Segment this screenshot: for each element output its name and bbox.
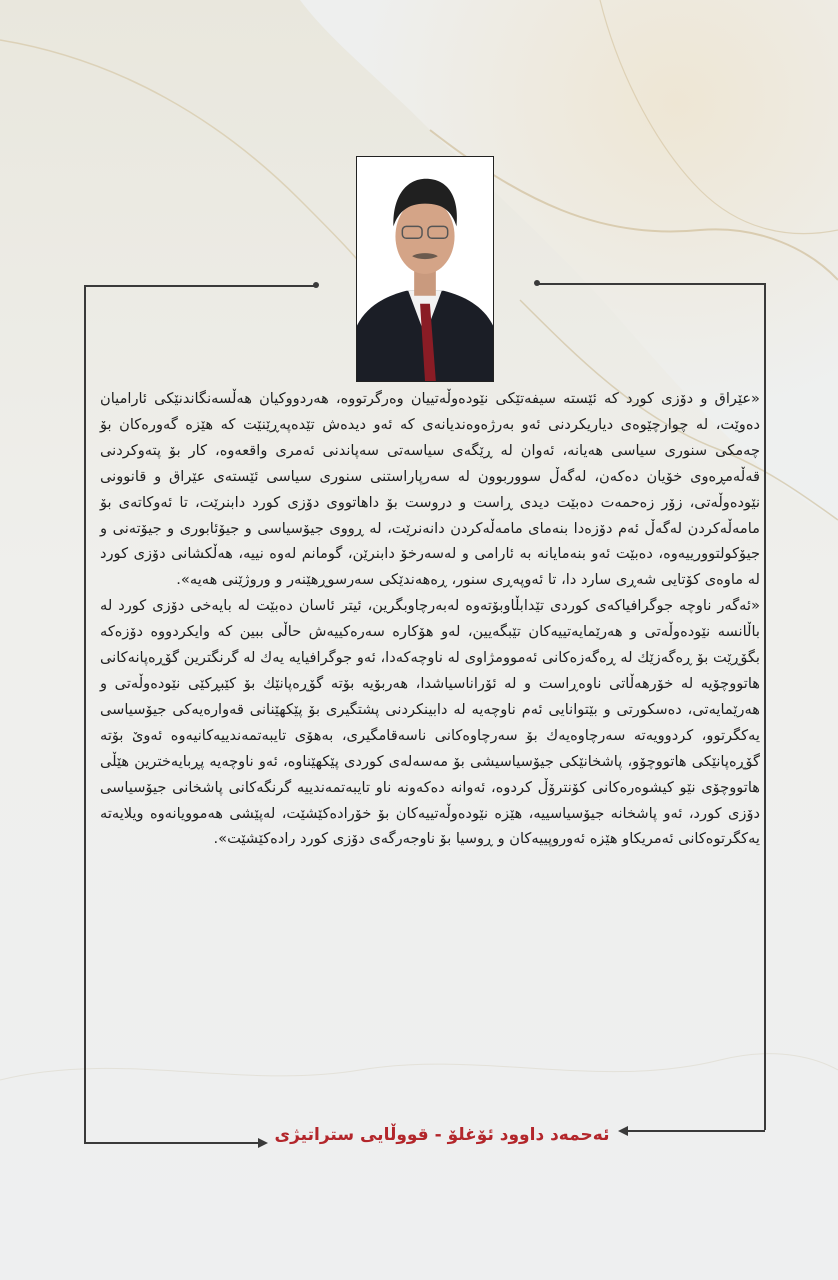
frame-left xyxy=(84,285,86,1143)
frame-right xyxy=(764,283,766,1130)
quote-text xyxy=(100,386,760,852)
frame-top-right xyxy=(537,283,765,285)
frame-dot-left xyxy=(313,282,319,288)
frame-top-left xyxy=(84,285,316,287)
frame-dot-right xyxy=(534,280,540,286)
quote-paragraph-2: «ئەگەر ناوچە جوگرافیاکەی کوردی تێدابڵاوبۆتەوە لەبەرچاوبگرین، ئیتر ئاسان دەبێت لە بایەخی دۆزی کورد لە باڵانسە نێودەوڵەتی و هەرێمایەتییەکان تێبگەیین، لەو هۆکارە سەرەکییەش حاڵی ببین کە وایکردووە دۆزەکە بگۆڕێت بۆ ڕەگەزێك لە ڕەگەزەکانی ئەموومژاوی لە ناوچەکەدا، ئەو جوگرافیایە یەك لە گرنگترین گۆڕەپانەکانی هاتووچۆیە لە خۆرهەڵاتی ناوەڕاست و لە ئۆراناسیاشدا، هەربۆیە بۆتە گۆڕەپانێك بۆ کێبڕکێی نێودەوڵەتی و هەرێمایەتی، دەسکورتی و بێتوانایی ئەم ناوچەیە لە دابینکردنی پشتگیری بۆ پێکهێنانی قەوارەیەکی جیۆسیاسی یەکگرتوو، کردوویەتە سەرچاوەیەك بۆ سەرچاوەکانی ناسەقامگیری، بەهۆی تایبەتمەندییەکانیەوە ئەوێ بۆتە گۆڕەپانێکی هاتووچۆو، پاشخانێکی جیۆسیاسیشی بۆ مەسەلەی کوردی پێکهێناوە، ئەو ناوچەیە پڕبایەخترین هێڵی هاتووچۆی نێو کیشوەرەکانی کۆنترۆڵ کردوە، ئەوانە دەکەونە ناو تایبەتمەندییە گرنگەکانی پاشخانی جیۆسیاسی دۆزی کورد، ئەو پاشخانە جیۆسیاسییە، هێزە نێودەوڵەتییەکان بۆ خۆرادەکێشێت، لەپێشی هەموویانەوە ویلایەتە یەکگرتوەکانی ئەمریکاو هێزە ئەوروپییەکان و ڕوسیا بۆ ناوجەرگەی دۆزی کورد رادەکێشێت». xyxy=(100,597,760,848)
author-portrait xyxy=(356,156,494,382)
author-signature: ئەحمەد داوود ئۆغلۆ - قووڵایی ستراتیژی xyxy=(274,1125,610,1145)
quote-paragraph-1: «عێراق و دۆزی کورد کە ئێستە سیفەتێکی نێودەوڵەتییان وەرگرتووە، هەردووکیان هەڵسەنگاندنێکی ئارامیان دەوێت، لە چوارچێوەی دیاریکردنی ئەو بەرژەوەندیانەی کە ئەو دیدەش تێدەپەڕێنێت کە هێزە گەورەکان بۆ چەمکی سنوری سیاسی هەیانە، ئەوان لە ڕێگەی سیاسەتی سەپاندنی ئەمری واقعەوە، کار بۆ پتەوکردنی قەڵەمڕەوی خۆیان دەکەن، لەگەڵ سووربوون لە سەرپاراستنی سنوری سیاسی ئێستەی عێراق و قانوونی نێودەوڵەتی، زۆر زەحمەت دەبێت دیدی ڕاست و دروست بۆ داهاتووی دۆزی کورد دابنرێت، تا ئەوکاتەی بۆ مامەڵەکردن لەگەڵ ئەم دۆزەدا بنەمای مامەڵەکردن دانەنرێت، لە ڕووی جیۆسیاسی و جیۆئابوری و جیۆتەنی و جیۆکولتوورییەوە، دەبێت ئەو بنەمایانە بە ئارامی و لەسەرخۆ دابنرێن، گومانم لەوە نییە، هەڵکشانی دۆزی کورد لە ماوەی کۆتایی شەڕی سارد دا، تا ئەوپەڕی سنور، ڕەهەندێکی سەرسوڕهێنەر و وروژێنی هەیە». xyxy=(100,390,760,589)
frame-bottom-right xyxy=(628,1130,765,1132)
frame-bottom-left xyxy=(84,1142,259,1144)
